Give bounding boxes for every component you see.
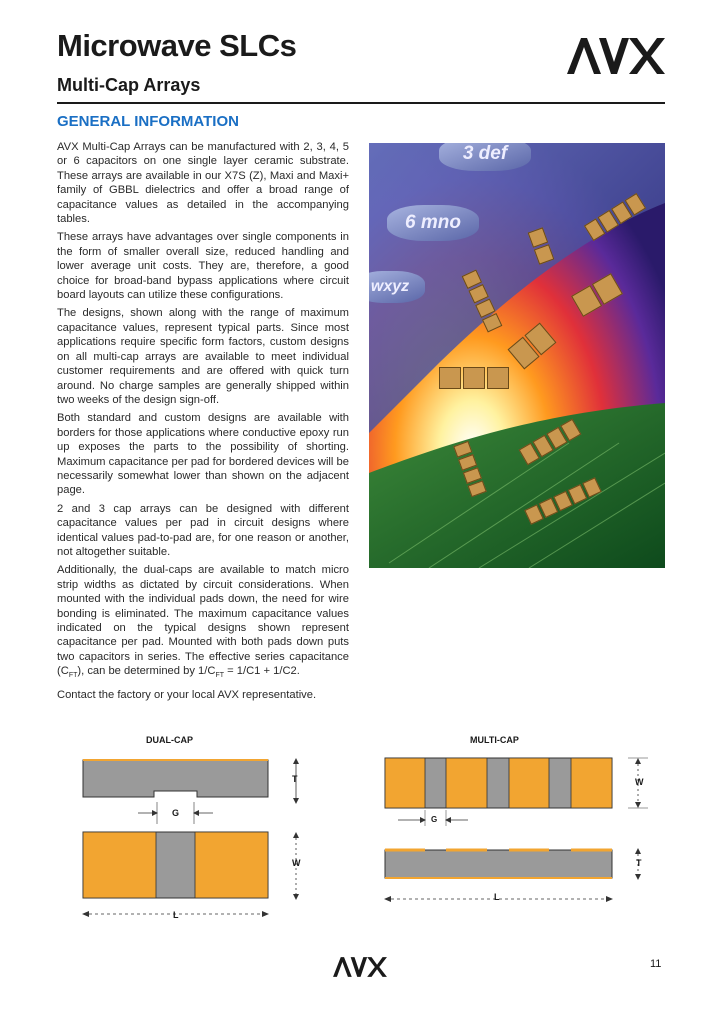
paragraph: Contact the factory or your local AVX representative. xyxy=(57,688,317,701)
phone-key: 3 def xyxy=(439,143,531,171)
paragraph: These arrays have advantages over single components in the form of smaller overall size, reduced handling and lower average unit costs. They are, therefore, a good choice for broad-band bypass applications where circuit board layouts can utilize these configurations. xyxy=(57,231,349,302)
phone-key: wxyz xyxy=(369,271,425,303)
paragraph: AVX Multi-Cap Arrays can be manufactured with 2, 3, 4, 5 or 6 capacitors on one single layer ceramic substrate. These arrays are available in our X7S (Z), Maxi and Maxi+ family of GBBL dielectrics and offer a broad range of capacitance values as detailed in the accompanying tables. xyxy=(57,141,349,226)
dual-g-label: G xyxy=(172,808,180,818)
dual-cap-diagram xyxy=(78,752,318,924)
multi-l-label: L xyxy=(494,892,500,902)
paragraph: Additionally, the dual-caps are available to match micro strip widths as dictated by circuit considerations. When mounted with the individual pads down, the need for wire bonding is eliminated. The maximum capacitance values indicated on the typical designs shown represent capacitance per pad. Mounted with both pads down puts two capacitors in series. The effective series capacitance $(C_{FT})$, can be determined by $1/C_{FT} = 1/C1 + 1/C2$. xyxy=(57,564,349,680)
svg-text:AVX: AVX xyxy=(616,74,618,75)
multi-w-label: W xyxy=(635,777,644,787)
multi-cap-diagram xyxy=(380,750,665,912)
dual-t-label: T xyxy=(292,774,298,784)
paragraph: The designs, shown along with the range of maximum capacitance values, represent typical parts. Since most applications require specific form factors, custom designs on all multi-cap arrays are available to meet individual customer requirements and are offered with quick turn around. No charge samples are generally shipped within two weeks of the design sign-off. xyxy=(57,307,349,406)
dual-w-label: W xyxy=(292,858,301,868)
dual-l-label: L xyxy=(173,910,179,920)
multi-g-label: G xyxy=(431,815,438,824)
paragraph: 2 and 3 cap arrays can be designed with different capacitance values per pad in circuit designs where identical values pad-to-pad are, for one reason or another, not altogether suitable. xyxy=(57,502,349,558)
multi-cap-label: MULTI-CAP xyxy=(470,735,519,745)
multi-t-label: T xyxy=(636,858,642,868)
page-number: 11 xyxy=(650,958,662,970)
footer-avx-logo xyxy=(329,956,391,978)
phone-key: 6 mno xyxy=(387,205,479,241)
section-heading: GENERAL INFORMATION xyxy=(57,113,239,130)
avx-logo xyxy=(567,36,665,76)
capacitor-chip xyxy=(439,367,509,389)
page-title: Microwave SLCs xyxy=(57,28,297,63)
page-subtitle: Multi-Cap Arrays xyxy=(57,75,201,95)
paragraph: Both standard and custom designs are available with borders for those applications where conductive epoxy run up exposes the parts to the possibility of shorting. Maximum capacitance per pad for bordered devices will be necessarily somewhat lower than shown on the adjacent page. xyxy=(57,412,349,497)
body-text xyxy=(57,140,349,706)
dual-cap-label: DUAL-CAP xyxy=(146,735,193,745)
product-photo xyxy=(369,143,665,568)
header-rule xyxy=(57,102,665,104)
